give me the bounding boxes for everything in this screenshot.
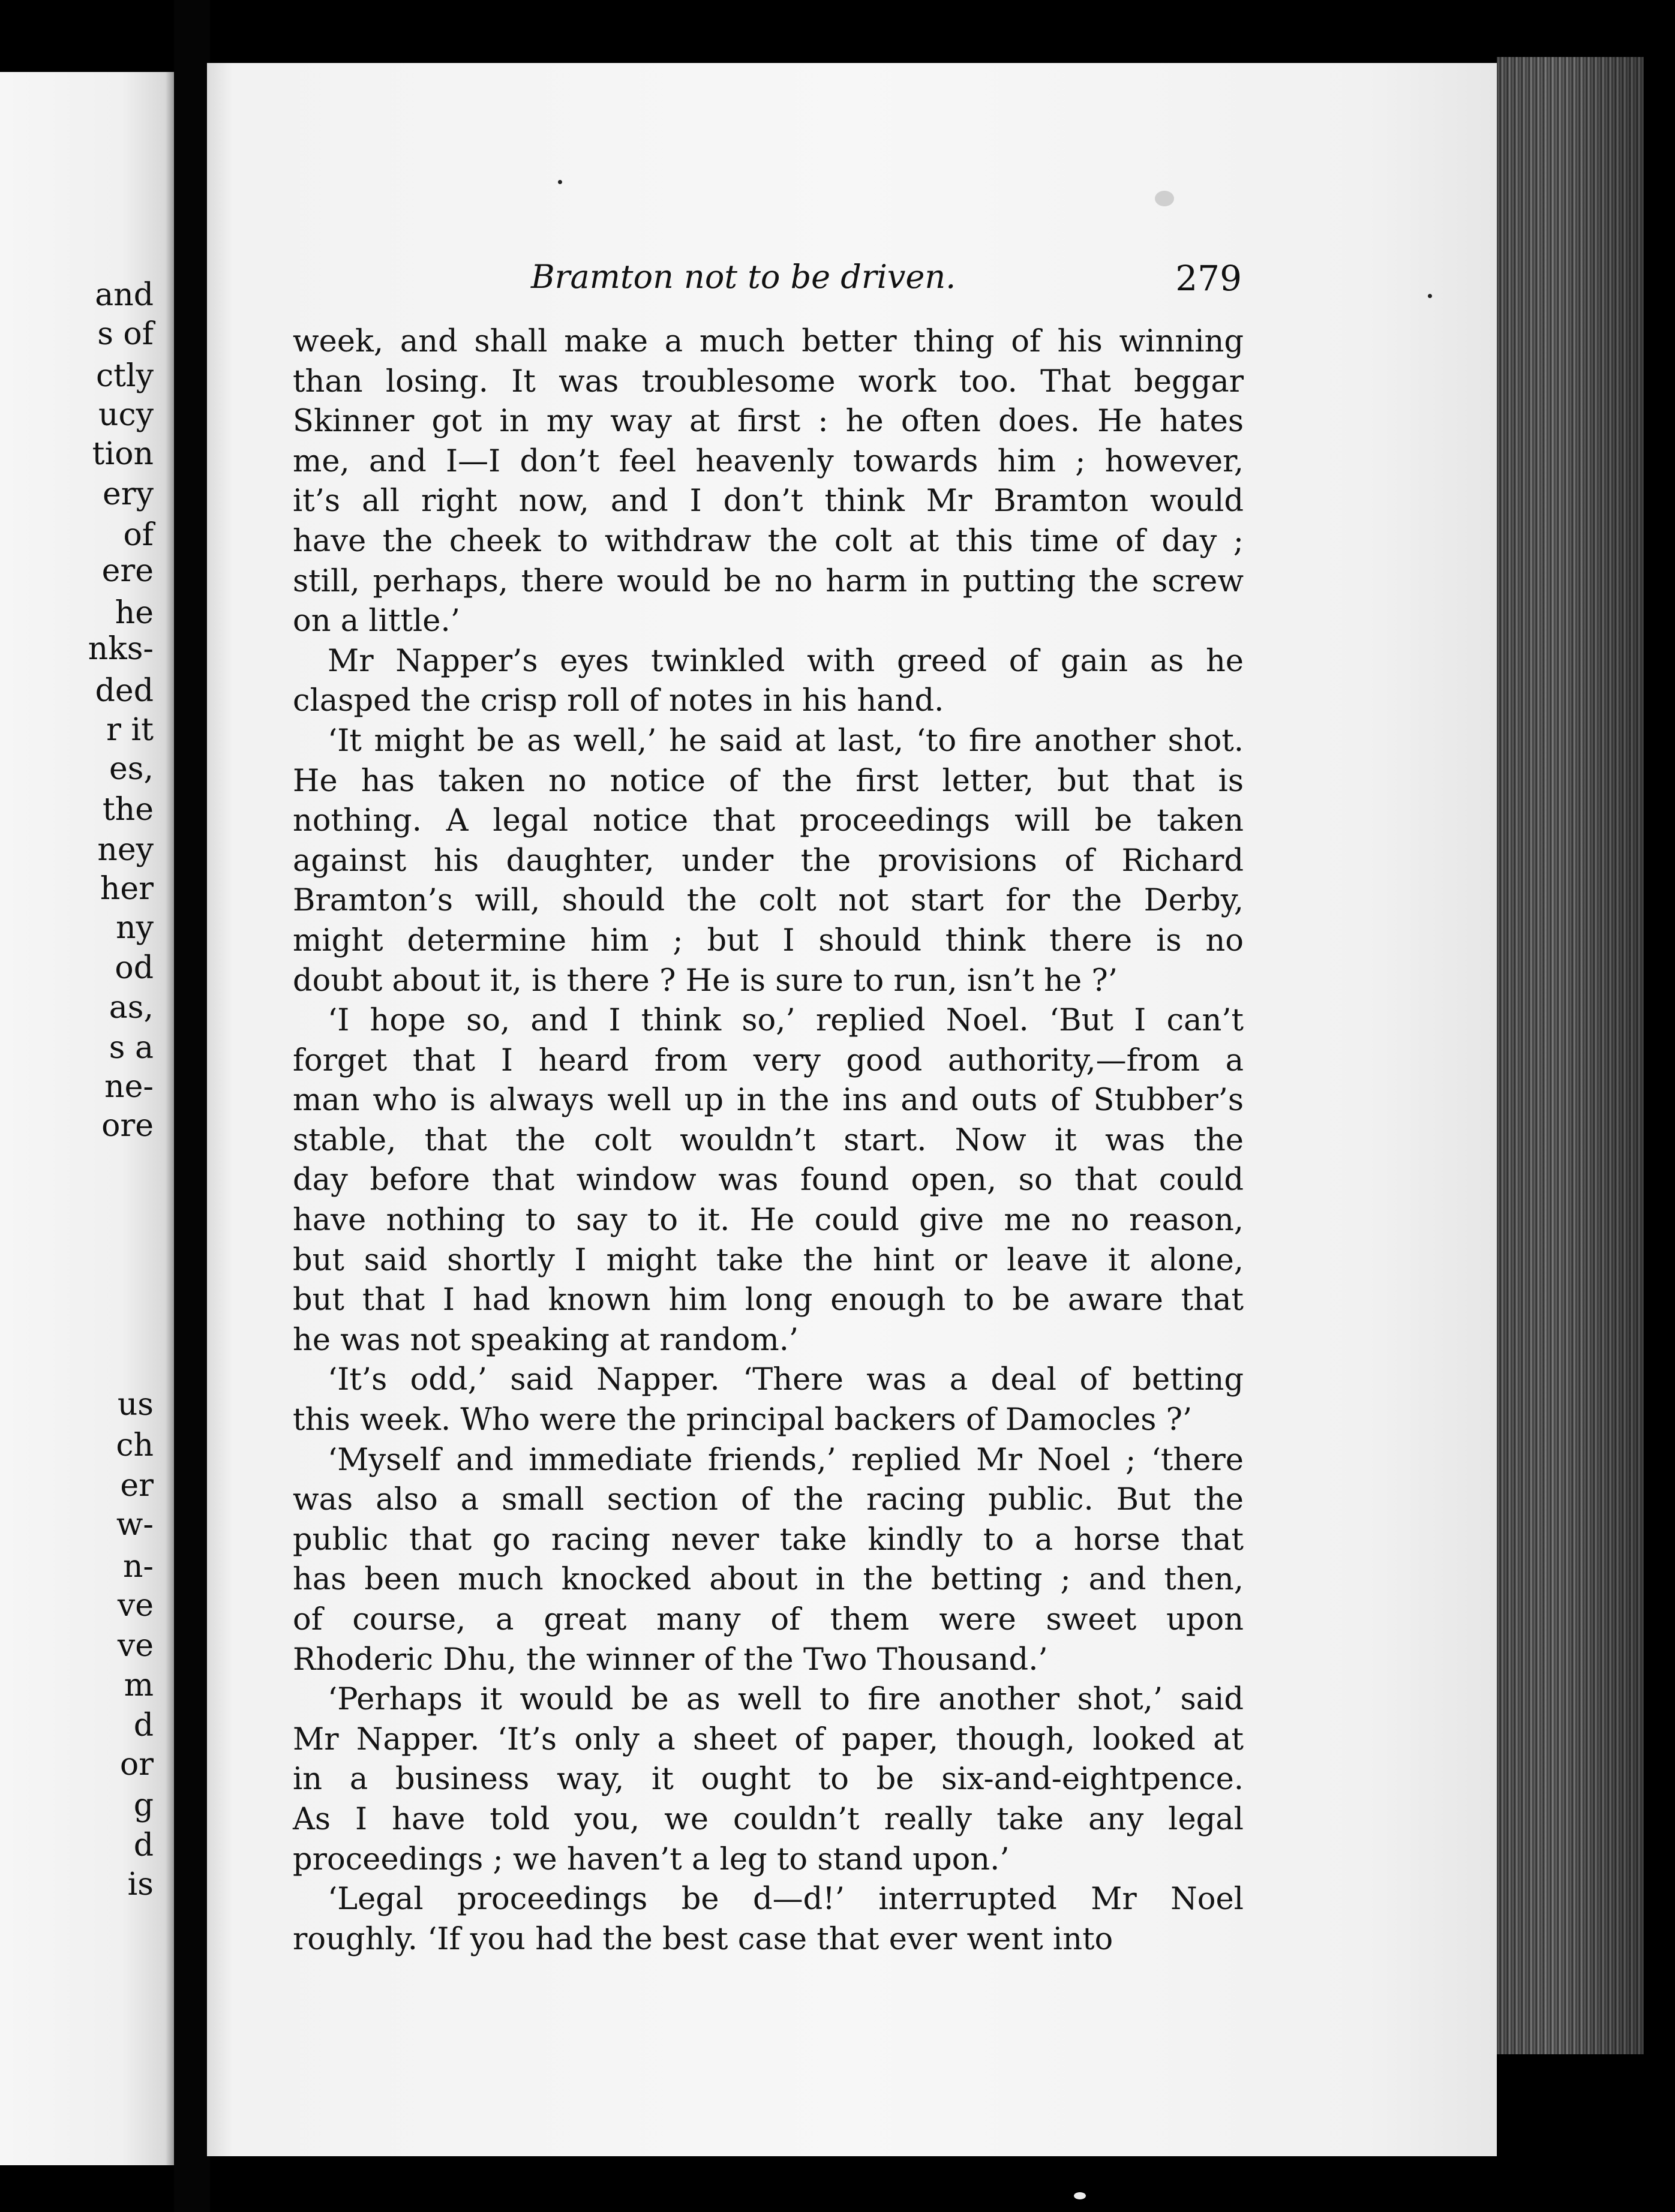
running-title: Bramton not to be driven. — [531, 258, 956, 296]
text-line: nothing. A legal notice that proceedings will be taken — [293, 803, 1244, 839]
running-head — [324, 258, 1242, 306]
text-line: has been much knocked about in the betting ; and then, — [293, 1562, 1244, 1598]
left-facing-page — [0, 72, 174, 2165]
left-page-fragment: ve — [117, 1588, 154, 1624]
text-line: he was not speaking at random.’ — [293, 1322, 799, 1358]
left-page-fragment: and — [95, 277, 154, 313]
left-page-fragment: he — [115, 595, 154, 631]
text-line: on a little.’ — [293, 603, 460, 639]
left-page-fragment: er — [120, 1468, 154, 1504]
scan-speck — [1074, 2192, 1086, 2199]
left-page-fragment: ve — [117, 1628, 154, 1664]
left-page-fragment: ucy — [98, 397, 154, 433]
text-line: this week. Who were the principal backers of Damocles ?’ — [293, 1402, 1193, 1438]
text-line: doubt about it, is there ? He is sure to run, isn’t he ?’ — [293, 963, 1118, 999]
left-page-fragment: g — [133, 1787, 154, 1823]
left-page-fragment: d — [133, 1708, 154, 1744]
text-line: man who is always well up in the ins and outs of Stubber’s — [293, 1083, 1244, 1119]
left-page-fragment: n- — [122, 1549, 154, 1585]
text-line: Rhoderic Dhu, the winner of the Two Thousand.’ — [293, 1642, 1048, 1678]
left-page-fragment: nks- — [88, 631, 154, 667]
text-line: but said shortly I might take the hint or leave it alone, — [293, 1242, 1244, 1278]
text-line: proceedings ; we haven’t a leg to stand upon.’ — [293, 1841, 1010, 1877]
left-page-fragment: of — [123, 517, 154, 553]
text-line: clasped the crisp roll of notes in his hand. — [293, 683, 944, 719]
text-line: me, and I—I don’t feel heavenly towards him ; however, — [293, 443, 1244, 479]
text-line: have the cheek to withdraw the colt at this time of day ; — [293, 523, 1244, 559]
text-line: day before that window was found open, so that could — [293, 1162, 1244, 1198]
text-line: in a business way, it ought to be six-and-eightpence. — [293, 1762, 1244, 1798]
text-line: was also a small section of the racing public. But the — [293, 1482, 1244, 1518]
left-page-fragment: us — [117, 1387, 154, 1423]
left-page-fragment: or — [119, 1747, 154, 1783]
left-page-fragment: ore — [101, 1108, 154, 1144]
left-page-fragment: r it — [106, 712, 154, 748]
text-line: than losing. It was troublesome work too. That beggar — [293, 363, 1244, 399]
left-page-fragment: m — [124, 1667, 154, 1703]
body-text — [293, 322, 1244, 1959]
text-line: ‘It might be as well,’ he said at last, ‘to fire another shot. — [328, 723, 1244, 759]
text-line: forget that I heard from very good authority,—from a — [293, 1042, 1244, 1078]
text-line: Mr Napper. ‘It’s only a sheet of paper, though, looked at — [293, 1721, 1244, 1757]
scan-speck — [1428, 294, 1432, 298]
left-page-fragment: tion — [92, 436, 154, 472]
left-page-fragment: es, — [109, 751, 154, 787]
text-line: roughly. ‘If you had the best case that ever went into — [293, 1921, 1113, 1957]
left-page-fragment: ney — [97, 832, 154, 868]
page-edges-shade — [1497, 57, 1644, 2054]
text-line: ‘It’s odd,’ said Napper. ‘There was a deal of betting — [328, 1362, 1244, 1398]
scan-speck — [1155, 191, 1174, 206]
text-line: stable, that the colt wouldn’t start. Now it was the — [293, 1122, 1244, 1158]
text-line: might determine him ; but I should think there is no — [293, 922, 1244, 958]
left-page-fragment: ne- — [104, 1069, 154, 1105]
left-page-fragment: ch — [116, 1427, 154, 1463]
left-page-fragment: s of — [97, 316, 154, 352]
page-number: 279 — [1175, 258, 1242, 299]
text-line: ‘Legal proceedings be d—d!’ interrupted Mr Noel — [328, 1882, 1244, 1918]
left-page-fragment: ny — [116, 910, 154, 946]
left-page-fragment: is — [127, 1867, 154, 1903]
text-line: it’s all right now, and I don’t think Mr Bramton would — [293, 483, 1244, 519]
left-page-fragment: as, — [109, 990, 154, 1026]
text-line: Skinner got in my way at first : he often does. He hates — [293, 404, 1244, 440]
text-line: week, and shall make a much better thing of his winning — [293, 324, 1244, 359]
left-page-fragment: the — [102, 792, 154, 828]
left-page-fragment: od — [115, 950, 154, 986]
left-page-fragment: ere — [101, 553, 154, 589]
text-line: He has taken no notice of the first letter, but that is — [293, 763, 1244, 799]
text-line: ‘I hope so, and I think so,’ replied Noel. ‘But I can’t — [328, 1003, 1244, 1039]
text-line: against his daughter, under the provisions of Richard — [293, 843, 1244, 879]
text-line: Mr Napper’s eyes twinkled with greed of gain as he — [328, 643, 1244, 679]
left-page-fragment: ded — [95, 673, 154, 709]
left-page-fragment: s a — [109, 1030, 154, 1066]
left-page-fragment: ctly — [95, 358, 154, 394]
left-page-fragment: w- — [116, 1507, 154, 1543]
scan-speck — [558, 180, 562, 184]
left-page-fragment: ery — [102, 476, 154, 512]
text-line: have nothing to say to it. He could give me no reason, — [293, 1203, 1244, 1239]
text-line: As I have told you, we couldn’t really take any legal — [293, 1801, 1244, 1837]
text-line: public that go racing never take kindly to a horse that — [293, 1522, 1244, 1558]
left-page-fragment: d — [133, 1828, 154, 1864]
text-line: ‘Perhaps it would be as well to fire another shot,’ said — [328, 1682, 1244, 1718]
text-line: of course, a great many of them were sweet upon — [293, 1602, 1244, 1637]
text-line: Bramton’s will, should the colt not start for the Derby, — [293, 883, 1244, 919]
left-page-fragment: her — [100, 871, 154, 907]
text-line: still, perhaps, there would be no harm in putting the screw — [293, 563, 1244, 599]
book-gutter — [174, 0, 210, 2212]
text-line: ‘Myself and immediate friends,’ replied Mr Noel ; ‘there — [328, 1442, 1244, 1478]
text-line: but that I had known him long enough to be aware that — [293, 1282, 1244, 1318]
